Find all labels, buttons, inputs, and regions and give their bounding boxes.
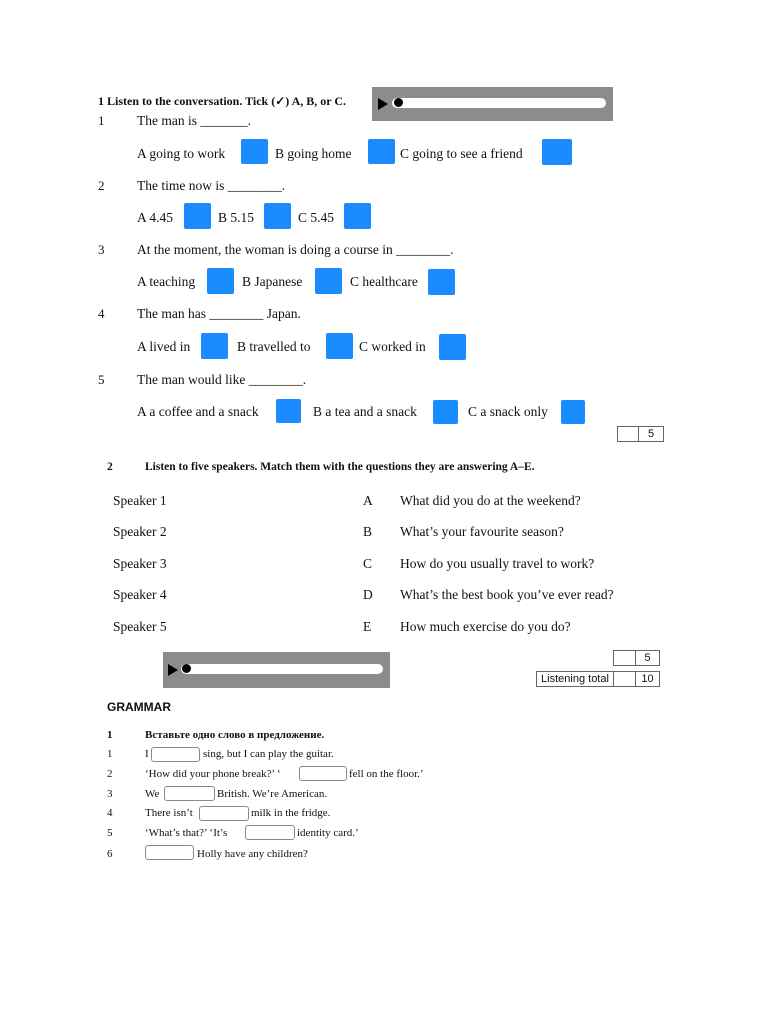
- tick-box-1c[interactable]: [542, 139, 572, 165]
- score-blank: [618, 427, 639, 441]
- audio-player-2: [163, 652, 390, 688]
- option-label: B travelled to: [237, 339, 311, 354]
- grammar-text-after: identity card.’: [297, 827, 359, 839]
- play-icon[interactable]: [168, 664, 178, 676]
- item-stem: At the moment, the woman is doing a course in ________.: [137, 242, 454, 257]
- answer-question: What’s the best book you’ve ever read?: [400, 587, 614, 602]
- option-label: B a tea and a snack: [313, 404, 417, 419]
- tick-box-5b[interactable]: [433, 400, 458, 424]
- grammar-text-after: milk in the fridge.: [251, 807, 331, 819]
- listening-total-label: Listening total: [537, 672, 614, 686]
- tick-box-5a[interactable]: [276, 399, 301, 423]
- answer-question: How do you usually travel to work?: [400, 556, 595, 571]
- option-label: B 5.15: [218, 210, 255, 225]
- grammar-item-number: 3: [107, 788, 113, 800]
- item-stem: The time now is ________.: [137, 178, 286, 193]
- grammar-item-number: 4: [107, 807, 113, 819]
- option-label: A teaching: [137, 274, 196, 289]
- section1-title: 1 Listen to the conversation. Tick (✓) A, B, or C.: [98, 94, 347, 108]
- answer-letter: A: [363, 493, 373, 508]
- option-label: C a snack only: [468, 404, 548, 419]
- answer-letter: E: [363, 619, 372, 634]
- grammar-text-after: Holly have any children?: [197, 848, 308, 860]
- grammar-instruction: Вставьте одно слово в предложение.: [145, 729, 325, 741]
- answer-letter: D: [363, 587, 373, 602]
- grammar-text-before: We: [145, 788, 160, 800]
- tick-box-2b[interactable]: [264, 203, 291, 229]
- tick-box-2a[interactable]: [184, 203, 211, 229]
- score-blank: [614, 672, 636, 686]
- item-number: 3: [98, 242, 105, 257]
- grammar-gap-input-3[interactable]: [164, 786, 215, 801]
- tick-box-5c[interactable]: [561, 400, 585, 424]
- grammar-item-number: 2: [107, 768, 113, 780]
- score-max: 5: [647, 428, 655, 440]
- audio-progress-knob[interactable]: [182, 664, 191, 673]
- score-blank: [614, 651, 636, 665]
- answer-letter: C: [363, 556, 373, 571]
- grammar-text-before: There isn’t: [145, 807, 193, 819]
- speaker-label: Speaker 3: [113, 556, 167, 571]
- item-number: 5: [98, 372, 105, 387]
- option-label: B Japanese: [242, 274, 303, 289]
- option-label: A going to work: [137, 146, 226, 161]
- audio-progress-track[interactable]: [392, 98, 606, 108]
- grammar-gap-input-1[interactable]: [151, 747, 200, 762]
- tick-box-1a[interactable]: [241, 139, 268, 164]
- grammar-text-after: sing, but I can play the guitar.: [203, 748, 334, 760]
- item-number: 1: [98, 113, 105, 128]
- item-number: 2: [98, 178, 105, 193]
- speaker-label: Speaker 4: [113, 587, 167, 602]
- listening-total-box: [536, 671, 660, 687]
- score-box-section1: [617, 426, 664, 442]
- option-label: A a coffee and a snack: [137, 404, 259, 419]
- grammar-text-before: ‘How did your phone break?’ ‘: [145, 768, 281, 780]
- option-label: C healthcare: [350, 274, 418, 289]
- audio-progress-knob[interactable]: [394, 98, 403, 107]
- tick-box-1b[interactable]: [368, 139, 395, 164]
- audio-progress-track[interactable]: [181, 664, 383, 674]
- item-stem: The man would like ________.: [137, 372, 307, 387]
- score-box-section2: [613, 650, 660, 666]
- item-stem: The man is _______.: [137, 113, 251, 128]
- grammar-exercise-number: 1: [107, 729, 113, 741]
- answer-question: What did you do at the weekend?: [400, 493, 581, 508]
- grammar-text-before: ‘What’s that?’ ‘It’s: [145, 827, 228, 839]
- grammar-gap-input-6[interactable]: [145, 845, 194, 860]
- speaker-label: Speaker 2: [113, 524, 167, 539]
- item-stem: The man has ________ Japan.: [137, 306, 301, 321]
- score-max: 5: [644, 652, 651, 664]
- tick-box-2c[interactable]: [344, 203, 371, 229]
- grammar-text-after: British. We’re American.: [217, 788, 328, 800]
- grammar-item-number: 1: [107, 748, 113, 760]
- option-label: A 4.45: [137, 210, 174, 225]
- grammar-gap-input-4[interactable]: [199, 806, 249, 821]
- section2-number: 2: [107, 461, 113, 473]
- option-label: A lived in: [137, 339, 191, 354]
- tick-box-4c[interactable]: [439, 334, 466, 360]
- option-label: C going to see a friend: [400, 146, 523, 161]
- tick-box-3b[interactable]: [315, 268, 342, 294]
- grammar-gap-input-5[interactable]: [245, 825, 295, 840]
- grammar-gap-input-2[interactable]: [299, 766, 347, 781]
- answer-question: What’s your favourite season?: [400, 524, 564, 539]
- tick-box-3c[interactable]: [428, 269, 455, 295]
- audio-player-1: [372, 87, 613, 121]
- section2-title: Listen to five speakers. Match them with the questions they are answering A–E.: [145, 461, 535, 473]
- tick-box-4a[interactable]: [201, 333, 228, 359]
- listening-total-value: 10: [641, 673, 654, 685]
- speaker-label: Speaker 1: [113, 493, 167, 508]
- play-icon[interactable]: [378, 98, 388, 110]
- speaker-label: Speaker 5: [113, 619, 167, 634]
- answer-letter: B: [363, 524, 373, 539]
- grammar-item-number: 6: [107, 848, 113, 860]
- grammar-heading: GRAMMAR: [107, 700, 171, 714]
- answer-question: How much exercise do you do?: [400, 619, 571, 634]
- option-label: B going home: [275, 146, 352, 161]
- tick-box-4b[interactable]: [326, 333, 353, 359]
- option-label: C worked in: [359, 339, 426, 354]
- item-number: 4: [98, 306, 105, 321]
- grammar-item-number: 5: [107, 827, 113, 839]
- grammar-text-after: fell on the floor.’: [349, 768, 424, 780]
- option-label: C 5.45: [298, 210, 335, 225]
- grammar-text-before: I: [145, 748, 149, 760]
- tick-box-3a[interactable]: [207, 268, 234, 294]
